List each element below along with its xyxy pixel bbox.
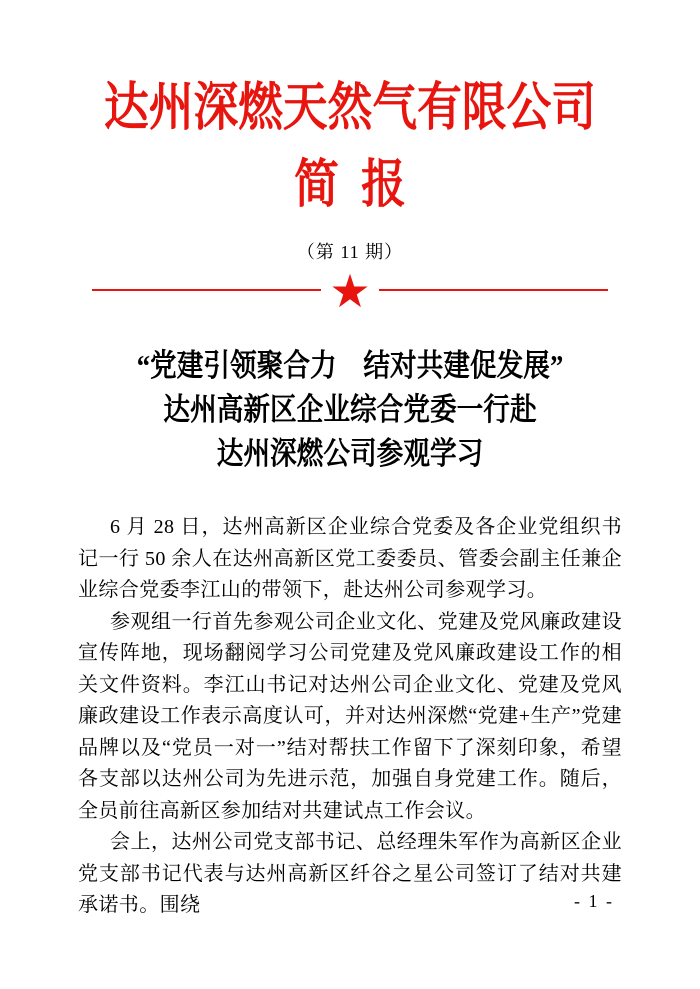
article-body — [78, 512, 622, 922]
masthead-inner — [49, 70, 651, 224]
issue-number: （第 11 期） — [296, 242, 404, 262]
body-paragraph-1: 6 月 28 日，达州高新区企业综合党委及各企业党组织书记一行 50 余人在达州高新区党工委委员、管委会副主任兼企业综合党委李江山的带领下，赴达州公司参观学习。 — [78, 516, 622, 601]
page-number: - 1 - — [574, 891, 614, 911]
masthead-divider — [92, 264, 608, 318]
article-headline — [49, 344, 651, 476]
divider-rule-left — [92, 289, 321, 292]
headline-line-3: 达州深燃公司参观学习 — [216, 436, 484, 471]
body-paragraph-3: 会上，达州公司党支部书记、总经理朱军作为高新区企业党支部书记代表与达州高新区纤谷之星公司签订了结对共建承诺书。围绕 — [78, 831, 622, 916]
divider-rule-right — [379, 289, 608, 292]
headline-line-2: 达州高新区企业综合党委一行赴 — [163, 392, 537, 427]
bulletin-subtitle: 简 报 — [294, 157, 406, 214]
masthead — [0, 0, 700, 318]
company-title: 达州深燃天然气有限公司 — [104, 80, 596, 137]
body-paragraph-2: 参观组一行首先参观公司企业文化、党建及党风廉政建设宣传阵地，现场翻阅学习公司党建及党风廉政建设工作的相关文件资料。李江山书记对达州公司企业文化、党建及党风廉政建设工作表示高度认可，并对达州深燃“党建+生产”党建品牌以及“党员一对一”结对帮扶工作留下了深刻印象，希望各支部以达州公司为先进示范，加强自身党建工作。随后，全员前往高新区参加结对共建试点工作会议。 — [78, 610, 622, 822]
headline-line-1: “党建引领聚合力 结对共建促发展” — [136, 348, 564, 383]
star-icon: ★ — [329, 264, 371, 318]
